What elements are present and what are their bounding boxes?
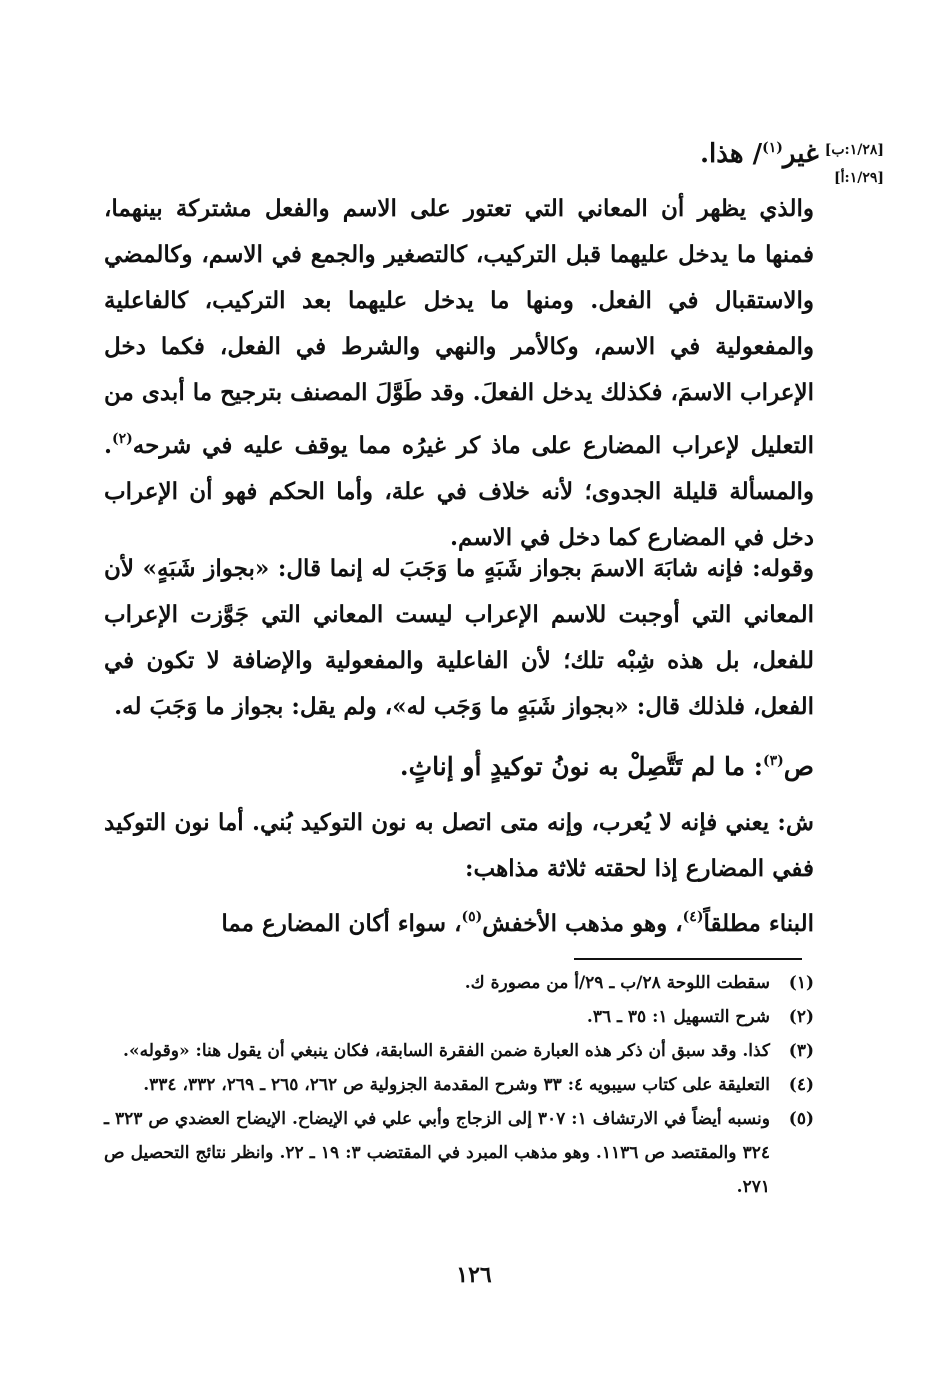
continuation-line [104, 128, 884, 174]
footnote-item [104, 966, 814, 1000]
paragraph-text: . والمسألة قليلة الجدوى؛ لأنه خلاف في علة، وأما الحكم فهو أن الإعراب دخل في المضارع كما دخل في الاسم. [104, 432, 814, 551]
footnote-number: (٢) [788, 1007, 814, 1027]
continuation-word: غير [782, 139, 819, 169]
footnote-text: التعليقة على كتاب سيبويه ٤: ٣٣ وشرح المقدمة الجزولية ص ٢٦٢، ٢٦٥ ـ ٢٦٩، ٣٣٢، ٣٣٤. [143, 1075, 770, 1095]
footnote-number: (٤) [788, 1075, 814, 1095]
matn-label: ص [783, 752, 814, 781]
footnote-item [104, 1034, 814, 1068]
footnote-marker: (٤) [682, 909, 704, 925]
footnote-marker: (١) [762, 140, 783, 156]
manuscript-folio-ref: [١/٢٨:ب] [824, 142, 884, 158]
page-number: ١٢٦ [456, 1262, 492, 1288]
body-paragraph-4 [104, 894, 814, 940]
footnote-number: (٣) [788, 1041, 814, 1061]
footnote-item [104, 1068, 814, 1102]
footnote-text: كذا. وقد سبق أن ذكر هذه العبارة ضمن الفقرة السابقة، فكان ينبغي أن يقول هنا: «وقوله». [123, 1041, 770, 1061]
footnote-number: (٥) [788, 1109, 814, 1129]
body-paragraph-2: وقوله: فإنه شابَهَ الاسمَ بجواز شَبَهٍ ما وَجَبَ له إنما قال: «بجواز شَبَهٍ» لأن المعاني التي أوجبت للاسم الإعراب ليست المعاني التي جَوَّزت الإعراب للفعل، بل هذه شِبْه تلك؛ لأن الفاعلية والمفعولية والإضافة لا تكون في الفعل، فلذلك قال: «بجواز شَبَهٍ ما وَجَب له»، ولم يقل: بجواز ما وَجَبَ له. [104, 555, 814, 720]
matn-text: : ما لم تَتَّصِلْ به نونُ توكيدٍ أو إناثٍ. [399, 752, 763, 781]
footnote-marker: (٢) [112, 431, 133, 447]
footnote-text: شرح التسهيل ١: ٣٥ ـ ٣٦. [586, 1007, 770, 1027]
paragraph-text: ، وهو مذهب الأخفش [482, 910, 683, 937]
footnote-text: ونسبه أيضاً في الارتشاف ١: ٣٠٧ إلى الزجاج وأبي علي في الإيضاح. الإيضاح العضدي ص ٣٢٣ ـ ٣٢٤ والمقتصد ص ١١٣٦. وهو مذهب المبرد في المقتضب ٣: ١٩ ـ ٢٢. وانظر نتائج التحصيل ص ٢٧١. [104, 1109, 770, 1197]
footnote-number: (١) [788, 973, 814, 993]
paragraph-text: والذي يظهر أن المعاني التي تعتور على الاسم والفعل مشتركة بينهما، فمنها ما يدخل عليهما قبل التركيب، كالتصغير والجمع في الاسم، وكالمضي والاستقبال في الفعل. ومنها ما يدخل عليهما بعد التركيب، كالفاعلية والمفعولية في الاسم، وكالأمر والنهي والشرط في الفعل، فكما دخل الإعراب الاسمَ، فكذلك يدخل الفعلَ. وقد طَوَّلَ المصنف بترجيح ما أبدى من التعليل لإعراب المضارع على ماذ كر غيرُه مما يوقف عليه في شرحه [104, 195, 814, 459]
footnote-text: سقطت اللوحة ٢٨/ب ـ ٢٩/أ من مصورة ك. [464, 973, 770, 993]
manuscript-folio-ref-2: [١/٢٩:أ] [834, 170, 884, 186]
footnote-marker: (٣) [762, 753, 784, 769]
footnotes-list [104, 966, 814, 1204]
paragraph-text: ، سواء أكان المضارع مما [221, 910, 462, 937]
matn-line [104, 738, 814, 790]
footnote-marker: (٥) [461, 909, 483, 925]
footnote-item [104, 1000, 814, 1034]
footnote-item [104, 1102, 814, 1204]
continuation-text: / هذا. [699, 139, 763, 169]
footnote-separator [574, 958, 802, 960]
body-paragraph-1 [104, 186, 814, 551]
paragraph-text: البناء مطلقاً [703, 910, 814, 937]
body-paragraph-3: ش: يعني فإنه لا يُعرب، وإنه متى اتصل به نون التوكيد بُني. أما نون التوكيد ففي المضارع إذا لحقته ثلاثة مذاهب: [104, 809, 814, 882]
